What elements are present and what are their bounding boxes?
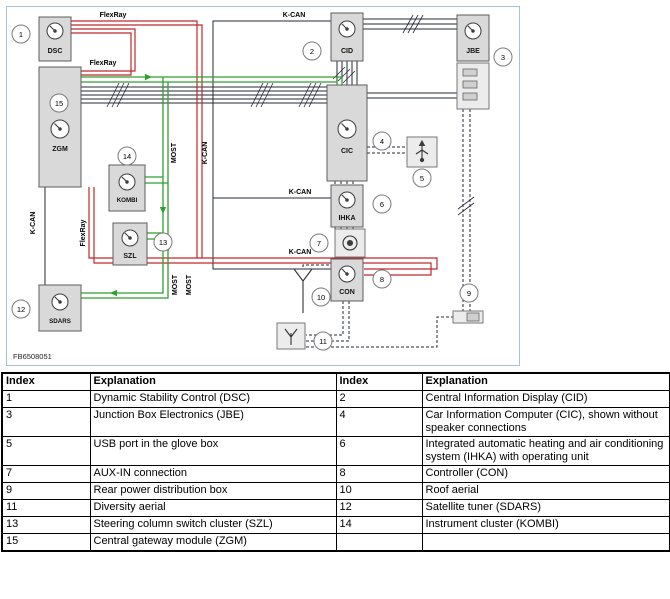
index-cell: 15 bbox=[2, 534, 90, 552]
con-gauge-icon bbox=[339, 266, 355, 282]
table-row bbox=[2, 483, 670, 500]
cid-gauge-icon bbox=[339, 21, 355, 37]
col-header-index: Index bbox=[336, 373, 422, 391]
explanation-cell: Central Information Display (CID) bbox=[422, 391, 670, 408]
index-badge-1 bbox=[12, 25, 30, 43]
sdars-gauge-icon bbox=[52, 294, 68, 310]
index-cell: 4 bbox=[336, 408, 422, 437]
jbe-connector-pin bbox=[463, 69, 477, 76]
index-badge-4 bbox=[373, 132, 391, 150]
table-row bbox=[2, 534, 670, 552]
table-row bbox=[2, 437, 670, 466]
table-row bbox=[2, 408, 670, 437]
jbe-connector-pin bbox=[463, 93, 477, 100]
explanation-cell: Car Information Computer (CIC), shown without speaker connections bbox=[422, 408, 670, 437]
index-cell: 5 bbox=[2, 437, 90, 466]
index-cell: 12 bbox=[336, 500, 422, 517]
legend-header-row bbox=[2, 373, 670, 391]
explanation-cell: Diversity aerial bbox=[90, 500, 336, 517]
table-row bbox=[2, 500, 670, 517]
index-badge-5 bbox=[413, 169, 431, 187]
index-badge-6 bbox=[373, 195, 391, 213]
index-badge-3 bbox=[494, 48, 512, 66]
explanation-cell bbox=[422, 534, 670, 552]
index-badge-8 bbox=[373, 270, 391, 288]
zgm-label: ZGM bbox=[52, 146, 68, 153]
jbe-gauge-icon bbox=[465, 23, 481, 39]
index-badge-11 bbox=[314, 332, 332, 350]
most-bus-label: MOST bbox=[171, 142, 178, 164]
table-row bbox=[2, 517, 670, 534]
explanation-cell: Controller (CON) bbox=[422, 466, 670, 483]
index-cell: 9 bbox=[2, 483, 90, 500]
index-badge-15 bbox=[50, 94, 68, 112]
svg-text:10: 10 bbox=[316, 292, 326, 302]
svg-text:8: 8 bbox=[379, 274, 385, 284]
kcan-bus-label: K-CAN bbox=[282, 12, 306, 19]
explanation-cell: Rear power distribution box bbox=[90, 483, 336, 500]
explanation-cell: Integrated automatic heating and air conditioning system (IHKA) with operating unit bbox=[422, 437, 670, 466]
explanation-cell: Roof aerial bbox=[422, 483, 670, 500]
table-row bbox=[2, 466, 670, 483]
svg-text:13: 13 bbox=[158, 237, 168, 247]
kcan-bus-label: K-CAN bbox=[202, 141, 209, 165]
con-label: CON bbox=[339, 289, 355, 296]
ihka-label: IHKA bbox=[338, 215, 356, 222]
svg-text:12: 12 bbox=[16, 304, 26, 314]
index-cell: 8 bbox=[336, 466, 422, 483]
sdars-label: SDARS bbox=[49, 318, 71, 325]
explanation-cell: USB port in the glove box bbox=[90, 437, 336, 466]
svg-text:6: 6 bbox=[379, 199, 385, 209]
index-cell: 11 bbox=[2, 500, 90, 517]
roof-aerial-icon bbox=[294, 269, 312, 313]
col-header-explanation: Explanation bbox=[90, 373, 336, 391]
figure-code: FB6508051 bbox=[13, 352, 52, 361]
explanation-cell: Dynamic Stability Control (DSC) bbox=[90, 391, 336, 408]
explanation-cell: Central gateway module (ZGM) bbox=[90, 534, 336, 552]
table-row bbox=[2, 391, 670, 408]
szl-gauge-icon bbox=[122, 230, 138, 246]
index-badge-7 bbox=[310, 234, 328, 252]
flexray-bus-label: FlexRay bbox=[89, 60, 117, 67]
index-cell: 1 bbox=[2, 391, 90, 408]
flexray-bus-label: FlexRay bbox=[99, 12, 127, 19]
index-cell: 6 bbox=[336, 437, 422, 466]
index-cell: 3 bbox=[2, 408, 90, 437]
kcan-bus-label: K-CAN bbox=[288, 249, 312, 256]
jbe-connector-pin bbox=[463, 81, 477, 88]
szl-label: SZL bbox=[123, 253, 137, 260]
svg-text:9: 9 bbox=[466, 288, 472, 298]
index-badges bbox=[12, 25, 512, 350]
kcan-bus-label: K-CAN bbox=[288, 189, 312, 196]
col-header-index: Index bbox=[2, 373, 90, 391]
cic-label: CIC bbox=[340, 148, 354, 155]
legend-table-body bbox=[2, 391, 670, 552]
svg-text:11: 11 bbox=[319, 336, 327, 346]
svg-text:2: 2 bbox=[309, 46, 315, 56]
explanation-cell: AUX-IN connection bbox=[90, 466, 336, 483]
most-bus-label: MOST bbox=[186, 274, 193, 296]
explanation-cell: Junction Box Electronics (JBE) bbox=[90, 408, 336, 437]
explanation-cell: Instrument cluster (KOMBI) bbox=[422, 517, 670, 534]
index-cell: 10 bbox=[336, 483, 422, 500]
svg-text:15: 15 bbox=[54, 98, 64, 108]
jbe-label: JBE bbox=[466, 48, 480, 55]
legend-table bbox=[1, 372, 670, 552]
ihka-gauge-icon bbox=[339, 192, 355, 208]
index-badge-10 bbox=[312, 288, 330, 306]
index-cell: 7 bbox=[2, 466, 90, 483]
rear-power-box-pin bbox=[467, 313, 479, 321]
most-bus-label: MOST bbox=[172, 274, 179, 296]
index-cell: 13 bbox=[2, 517, 90, 534]
kcan-bus-label: K-CAN bbox=[30, 211, 37, 235]
zgm-gauge-icon bbox=[51, 120, 69, 138]
index-cell bbox=[336, 534, 422, 552]
svg-text:4: 4 bbox=[379, 136, 385, 146]
svg-text:7: 7 bbox=[316, 238, 322, 248]
flexray-bus-label: FlexRay bbox=[80, 219, 87, 247]
dsc-gauge-icon bbox=[47, 23, 63, 39]
dsc-label: DSC bbox=[47, 48, 63, 55]
col-header-explanation: Explanation bbox=[422, 373, 670, 391]
index-badge-9 bbox=[460, 284, 478, 302]
index-cell: 2 bbox=[336, 391, 422, 408]
index-badge-12 bbox=[12, 300, 30, 318]
cic-gauge-icon bbox=[338, 120, 356, 138]
explanation-cell: Satellite tuner (SDARS) bbox=[422, 500, 670, 517]
cid-label: CID bbox=[340, 48, 354, 55]
svg-text:3: 3 bbox=[500, 52, 506, 62]
kombi-label: KOMBI bbox=[116, 197, 138, 204]
explanation-cell: Steering column switch cluster (SZL) bbox=[90, 517, 336, 534]
svg-text:1: 1 bbox=[18, 29, 24, 39]
bus-diagram bbox=[6, 6, 520, 366]
svg-text:14: 14 bbox=[122, 151, 132, 161]
kombi-gauge-icon bbox=[119, 174, 135, 190]
index-badge-2 bbox=[303, 42, 321, 60]
index-badge-13 bbox=[154, 233, 172, 251]
index-badge-14 bbox=[118, 147, 136, 165]
bus-diagram-svg bbox=[7, 7, 519, 365]
svg-text:5: 5 bbox=[419, 173, 425, 183]
index-cell: 14 bbox=[336, 517, 422, 534]
